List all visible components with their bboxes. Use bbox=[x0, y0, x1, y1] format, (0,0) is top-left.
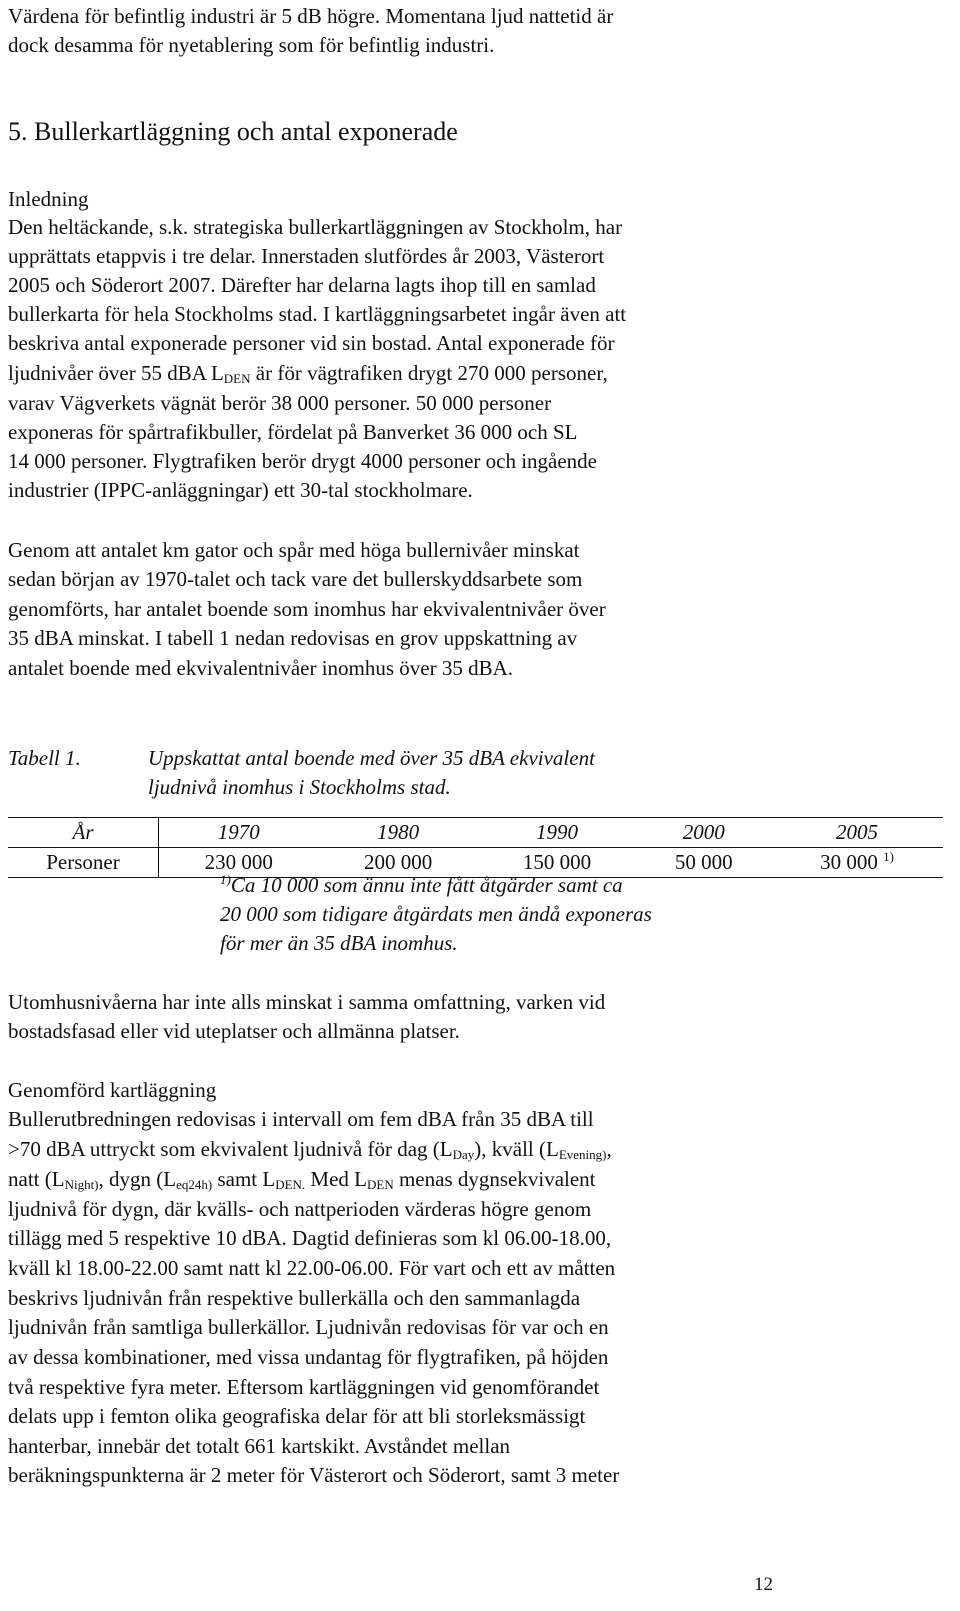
text-run: natt (L bbox=[8, 1167, 65, 1191]
paragraph-line: 35 dBA minskat. I tabell 1 nedan redovisas en grov uppskattning av bbox=[8, 626, 578, 650]
paragraph-line: beskriva antal exponerade personer vid sin bostad. Antal exponerade för bbox=[8, 331, 615, 355]
table-footnote: 20 000 som tidigare åtgärdats men ändå exponeras bbox=[220, 902, 652, 926]
text-run: ljudnivåer över 55 dBA L bbox=[8, 361, 224, 385]
subscript: eq24h) bbox=[176, 1177, 213, 1192]
text-run: , dygn (L bbox=[98, 1167, 177, 1191]
paragraph-line: 2005 och Söderort 2007. Därefter har delarna lagts ihop till en samlad bbox=[8, 273, 596, 297]
table-footnote bbox=[220, 871, 623, 900]
paragraph-line: Genom att antalet km gator och spår med höga bullernivåer minskat bbox=[8, 538, 580, 562]
table-cell: 50 000 bbox=[636, 848, 770, 878]
table-cell: 150 000 bbox=[478, 848, 637, 878]
footnote-marker: 1) bbox=[883, 849, 894, 864]
paragraph-line: ljudnivå för dygn, där kvälls- och nattperioden värderas högre genom bbox=[8, 1197, 592, 1221]
cell-value: 30 000 bbox=[820, 850, 878, 874]
subscript: Evening) bbox=[558, 1147, 607, 1162]
paragraph-line: exponeras för spårtrafikbuller, fördelat på Banverket 36 000 och SL bbox=[8, 420, 578, 444]
paragraph-line: två respektive fyra meter. Eftersom kartläggningen vid genomförandet bbox=[8, 1375, 600, 1399]
paragraph-line: kväll kl 18.00-22.00 samt natt kl 22.00-06.00. För vart och ett av måtten bbox=[8, 1256, 616, 1280]
paragraph-line: 14 000 personer. Flygtrafiken berör drygt 4000 personer och ingående bbox=[8, 449, 598, 473]
table-header-cell: 1990 bbox=[478, 818, 637, 848]
subheading-inledning: Inledning bbox=[8, 187, 89, 211]
paragraph-line bbox=[8, 1165, 596, 1194]
table-header-cell: 1980 bbox=[319, 818, 478, 848]
table-header-cell: 2005 bbox=[771, 818, 943, 848]
paragraph-line: sedan början av 1970-talet och tack vare det bullerskyddsarbete som bbox=[8, 567, 583, 591]
data-table bbox=[8, 817, 943, 878]
intro-line: dock desamma för nyetablering som för befintlig industri. bbox=[8, 33, 495, 57]
table-footnote: för mer än 35 dBA inomhus. bbox=[220, 931, 458, 955]
paragraph-line: hanterbar, innebär det totalt 661 kartskikt. Avståndet mellan bbox=[8, 1434, 511, 1458]
table-cell: Personer bbox=[8, 848, 159, 878]
table-header-row bbox=[8, 818, 943, 848]
table-cell: 230 000 bbox=[159, 848, 319, 878]
text-run: ), kväll (L bbox=[474, 1137, 559, 1161]
text-run: >70 dBA uttryckt som ekvivalent ljudnivå för dag (L bbox=[8, 1137, 453, 1161]
footnote-text: Ca 10 000 som ännu inte fått åtgärder samt ca bbox=[230, 873, 623, 897]
paragraph-line: delats upp i femton olika geografiska delar för att bli storleksmässigt bbox=[8, 1404, 586, 1428]
paragraph-line: antalet boende med ekvivalentnivåer inomhus över 35 dBA. bbox=[8, 656, 514, 680]
subheading-genomford: Genomförd kartläggning bbox=[8, 1078, 217, 1102]
paragraph-line: industrier (IPPC-anläggningar) ett 30-tal stockholmare. bbox=[8, 478, 473, 502]
table-header-cell: År bbox=[8, 818, 159, 848]
paragraph-line: upprättats etappvis i tre delar. Innerstaden slutfördes år 2003, Västerort bbox=[8, 244, 605, 268]
footnote-marker: 1) bbox=[220, 872, 231, 887]
text-run: Med L bbox=[305, 1167, 367, 1191]
table-cell bbox=[771, 848, 943, 878]
table-cell: 200 000 bbox=[319, 848, 478, 878]
paragraph-line: genomförts, har antalet boende som inomhus har ekvivalentnivåer över bbox=[8, 597, 606, 621]
paragraph-line bbox=[8, 359, 608, 388]
text-run: menas dygnsekvivalent bbox=[393, 1167, 596, 1191]
paragraph-line: Den heltäckande, s.k. strategiska bullerkartläggningen av Stockholm, har bbox=[8, 215, 623, 239]
page-number: 12 bbox=[754, 1574, 773, 1595]
text-run: samt L bbox=[212, 1167, 276, 1191]
paragraph-line bbox=[8, 1135, 612, 1164]
subscript: DEN bbox=[223, 371, 251, 386]
intro-line: Värdena för befintlig industri är 5 dB högre. Momentana ljud nattetid är bbox=[8, 4, 614, 28]
subscript: Day bbox=[452, 1147, 475, 1162]
subscript: Night) bbox=[64, 1177, 99, 1192]
paragraph-line: beräkningspunkterna är 2 meter för Västerort och Söderort, samt 3 meter bbox=[8, 1463, 620, 1487]
table-label: Tabell 1. bbox=[8, 746, 81, 770]
paragraph-line: Bullerutbredningen redovisas i intervall om fem dBA från 35 dBA till bbox=[8, 1107, 594, 1131]
subscript: DEN. bbox=[275, 1177, 306, 1192]
paragraph-line: beskrivs ljudnivån från respektive bullerkälla och den sammanlagda bbox=[8, 1286, 581, 1310]
paragraph-line: bullerkarta för hela Stockholms stad. I kartläggningsarbetet ingår även att bbox=[8, 302, 627, 326]
text-run: är för vägtrafiken drygt 270 000 personer, bbox=[250, 361, 608, 385]
table-caption: Uppskattat antal boende med över 35 dBA ekvivalent bbox=[148, 746, 595, 770]
table-caption: ljudnivå inomhus i Stockholms stad. bbox=[148, 775, 451, 799]
paragraph-line: ljudnivån från samtliga bullerkällor. Ljudnivån redovisas för var och en bbox=[8, 1315, 609, 1339]
paragraph-line: av dessa kombinationer, med vissa undantag för flygtrafiken, på höjden bbox=[8, 1345, 609, 1369]
section-heading: 5. Bullerkartläggning och antal exponerade bbox=[8, 117, 458, 146]
table-header-cell: 2000 bbox=[636, 818, 770, 848]
paragraph-line: varav Vägverkets vägnät berör 38 000 personer. 50 000 personer bbox=[8, 391, 552, 415]
paragraph-line: tillägg med 5 respektive 10 dBA. Dagtid definieras som kl 06.00-18.00, bbox=[8, 1226, 612, 1250]
paragraph-line: Utomhusnivåerna har inte alls minskat i samma omfattning, varken vid bbox=[8, 990, 606, 1014]
text-run: , bbox=[606, 1137, 612, 1161]
paragraph-line: bostadsfasad eller vid uteplatser och allmänna platser. bbox=[8, 1019, 460, 1043]
table-header-cell: 1970 bbox=[159, 818, 319, 848]
subscript: DEN bbox=[367, 1177, 394, 1192]
